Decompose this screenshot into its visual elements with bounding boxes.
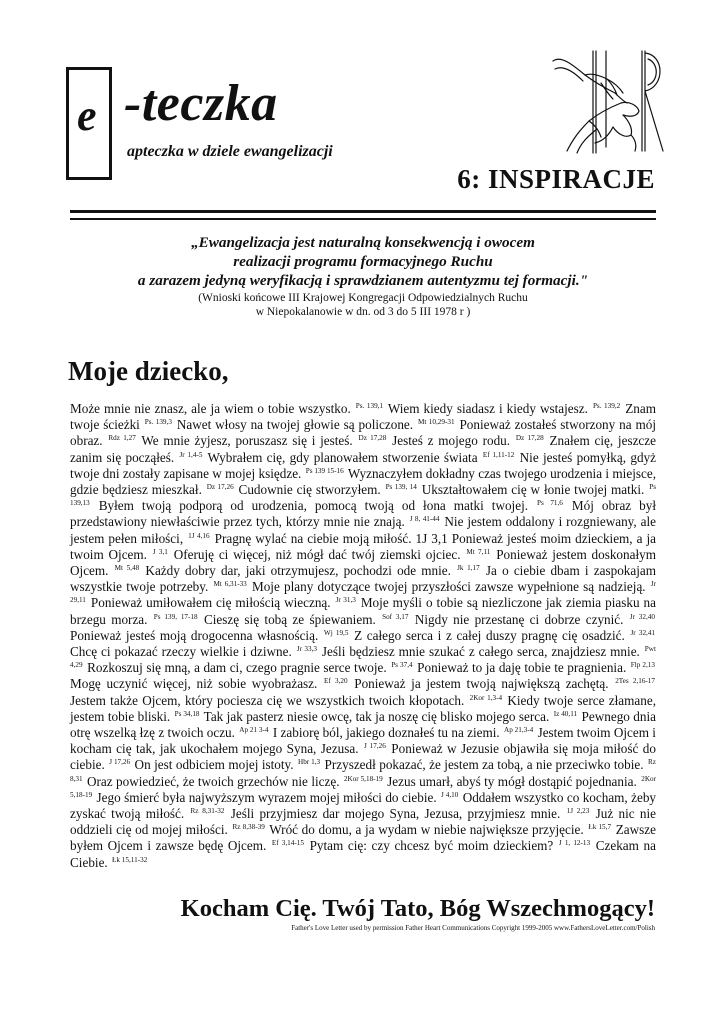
letter-text: Jezus umarł, abyś ty mógł dostąpić pojednania. xyxy=(383,773,641,789)
letter-text: Byłem twoją podporą od urodzenia, pomocą twoją od łona matki twojej. xyxy=(90,498,537,514)
letter-heading: Moje dziecko, xyxy=(68,356,229,386)
scripture-reference: Ps 139,13 xyxy=(70,483,657,508)
scripture-reference: Mt 7,11 xyxy=(466,547,491,556)
scripture-reference: Dz 17,26 xyxy=(206,483,234,492)
scripture-reference: Ap 21 3-4 xyxy=(239,726,269,735)
scripture-reference: Hbr 1,3 xyxy=(298,758,321,767)
scripture-reference: Ef 3,20 xyxy=(324,677,348,686)
scripture-reference: Jr 33,3 xyxy=(296,645,317,654)
letter-text: Ponieważ jesteś moją drogocenna własnością. xyxy=(70,627,323,643)
letter-text: Mój obraz był przedstawiony niewłaściwie przez tych, którzy mnie nie znają. xyxy=(70,498,656,530)
scripture-reference: J 8, 41-44 xyxy=(409,515,440,524)
scripture-reference: 2Kor 5,18-19 xyxy=(70,774,656,799)
scripture-reference: Jr 31,3 xyxy=(335,596,356,605)
letter-text: Przyszedł pokazać, że jestem za tobą, a nie przeciwko tobie. xyxy=(321,757,647,773)
letter-text: Ponieważ umiłowałem cię miłością wieczną. xyxy=(86,595,335,611)
scripture-reference: Ps 34,18 xyxy=(174,709,200,718)
letter-text: Rozkoszuj się mną, a dam ci, czego pragnie serce twoje. xyxy=(83,660,391,676)
scripture-reference: Jr 32,41 xyxy=(630,628,656,637)
letter-text: On jest odbiciem mojej istoty. xyxy=(131,757,297,773)
letter-text: Tak jak pasterz niesie owcę, tak ja noszę cię blisko mojego serca. xyxy=(200,708,553,724)
letter-text: Pytam cię: czy chcesz być moim dzieckiem? xyxy=(304,838,558,854)
epigraph-line: a zarazem jedyną weryfikacją i sprawdzianem autentyzmu tej formacji." xyxy=(137,272,589,289)
scripture-reference: J 1, 12-13 xyxy=(558,839,591,848)
scripture-reference: J 3,1 xyxy=(152,547,168,556)
letter-text: Jego śmierć była najwyższym wyrazem mojej miłości do ciebie. xyxy=(93,789,441,805)
scripture-reference: Sof 3,17 xyxy=(382,612,409,621)
letter-text: Wiem kiedy siadasz i kiedy wstajesz. xyxy=(384,401,592,416)
letter-text: Nawet włosy na twojej głowie są policzone. xyxy=(172,417,417,433)
scripture-reference: Mt 10,29-31 xyxy=(417,418,455,427)
scripture-reference: J 17,26 xyxy=(363,742,386,751)
epigraph-text xyxy=(70,233,656,290)
letter-text: Pragnę wylać na ciebie moją miłość. 1J 3,1 Ponieważ jesteś moim dzieckiem, a ja twoim Ojcem. xyxy=(70,530,656,562)
letter-text: Kiedy twoje serce złamane, jestem tobie bliski. xyxy=(70,692,657,724)
letter-text: Oddałem wszystko co kocham, żeby zyskać twoją miłość. xyxy=(70,789,657,822)
letter-text: Pewnego dnia otrę wszelką łzę z twoich oczu. xyxy=(70,708,656,741)
letter-text: Wróć do domu, a ja wydam w niebie największe przyjęcie. xyxy=(265,822,588,838)
letter-text: Jeśli będziesz mnie szukać z całego serca, znajdziesz mnie. xyxy=(317,644,644,660)
letter-text: Jesteś z mojego rodu. xyxy=(387,433,515,449)
scripture-reference: Ps 139, 14 xyxy=(385,483,417,492)
scripture-reference: Jr 1,4-5 xyxy=(179,450,203,459)
scripture-reference: J 17,26 xyxy=(109,758,131,767)
letter-text: Ponieważ ja jestem twoją największą zachętą. xyxy=(348,676,615,692)
scripture-reference: 2Kor 1,3-4 xyxy=(469,693,503,702)
letter-text: Jestem twoim Ojcem i kocham cię tak, jak ukochałem mojego Syna, Jezusa. xyxy=(70,725,656,757)
letter-text: Z całego serca i z całej duszy pragnę cię osadzić. xyxy=(349,627,630,643)
scripture-reference: Ap 21,3-4 xyxy=(504,726,534,735)
scripture-reference: Ps 139 15-16 xyxy=(305,466,344,475)
scripture-reference: Ps 71,6 xyxy=(537,499,563,508)
letter-body xyxy=(70,401,656,871)
epigraph-line: realizacji programu formacyjnego Ruchu xyxy=(233,253,493,270)
letter-closing: Kocham Cię. Twój Tato, Bóg Wszechmogący! xyxy=(180,895,655,922)
letter-text: Może mnie nie znasz, ale ja wiem o tobie wszystko. xyxy=(70,401,355,416)
letter-text: We mnie żyjesz, poruszasz się i jesteś. xyxy=(136,433,358,449)
letter-text: Chcę ci pokazać rzeczy wielkie i dziwne. xyxy=(70,644,296,660)
letter-text: Ponieważ zostałeś stworzony na mój obraz. xyxy=(70,417,657,449)
scripture-reference: 2Tes 2,16-17 xyxy=(615,677,655,686)
scripture-reference: Ps. 139,1 xyxy=(355,402,384,410)
letter-text: Cudownie cię stworzyłem. xyxy=(234,482,385,498)
copyright-notice: Father's Love Letter used by permission Father Heart Communications Copyright 1999-2005 www.FathersLoveLetter.com/Polish xyxy=(291,924,655,932)
scripture-reference: Ps. 139,2 xyxy=(592,402,621,410)
letter-text: Nigdy nie przestanę ci dobrze czynić. xyxy=(409,611,629,627)
logo-subtitle: apteczka w dziele ewangelizacji xyxy=(127,143,333,160)
scripture-reference: Iz 40,11 xyxy=(553,709,578,718)
epigraph-source-line: w Niepokalanowie w dn. od 3 do 5 III 1978 r ) xyxy=(255,306,471,318)
letter-text: Moje plany dotyczące twojej przyszłości zawsze wypełnione są nadzieją. xyxy=(247,579,650,595)
scripture-reference: Jr 29,11 xyxy=(70,580,656,605)
letter-text: Nie jesteś pomyłką, gdyż twoje dni zostały zapisane w mojej księdze. xyxy=(70,449,656,481)
scripture-reference: J 4,10 xyxy=(441,790,459,799)
scripture-reference: Jk 1,17 xyxy=(457,564,480,573)
letter-text: Oferuję ci więcej, niż mógł dać twój ziemski ojciec. xyxy=(168,546,466,562)
letter-text: Już nic nie oddzieli cię od mojej miłości. xyxy=(70,806,657,838)
letter-text: Znałem cię, jeszcze zanim się począłeś. xyxy=(70,433,656,465)
scripture-reference: Ps 37,4 xyxy=(391,661,413,670)
letter-text: Znam twoje ścieżki xyxy=(70,401,656,433)
section-title: 6: INSPIRACJE xyxy=(457,164,655,194)
letter-text: Mogę uczynić więcej, niż sobie wyobrażasz. xyxy=(70,676,324,692)
epigraph-source xyxy=(70,291,656,319)
scripture-reference: Jr 32,40 xyxy=(629,612,655,621)
letter-text: I zabiorę ból, jakiego doznałeś tu na ziemi. xyxy=(269,725,504,741)
scripture-reference: Dz 17,28 xyxy=(358,434,387,443)
scripture-reference: Rz 8,38-39 xyxy=(232,823,265,832)
letter-text: Oraz powiedzieć, że twoich grzechów nie liczę. xyxy=(83,773,343,789)
letter-text: Zawsze byłem Ojcem i zawsze będę Ojcem. xyxy=(70,822,656,854)
letter-text: Moje myśli o tobie są niezliczone jak ziemia piasku na brzegu morza. xyxy=(70,595,656,627)
scripture-reference: Łk 15,7 xyxy=(588,823,612,832)
logo-letter: e xyxy=(77,91,97,140)
letter-text: Ja o ciebie dbam i zaspokajam wszystkie twoje potrzeby. xyxy=(70,563,657,595)
scripture-reference: Ps. 139,3 xyxy=(144,418,172,427)
header-divider-thin xyxy=(70,218,656,220)
letter-text: Jestem także Ojcem, który pociesza cię we wszystkich twoich kłopotach. xyxy=(70,692,469,708)
epigraph-source-line: (Wnioski końcowe III Krajowej Kongregacji Odpowiedzialnych Ruchu xyxy=(198,292,528,304)
letter-text: Cieszę się tobą ze śpiewaniem. xyxy=(198,611,382,627)
scripture-reference: Dz 17,28 xyxy=(515,434,544,443)
scripture-reference: Rz 8,31-32 xyxy=(190,807,225,816)
epigraph-line: „Ewangelizacja jest naturalną konsekwencją i owocem xyxy=(191,234,535,251)
scripture-reference: 1J 4,16 xyxy=(188,531,210,540)
scripture-reference: Rz 8,31 xyxy=(70,758,656,783)
scripture-reference: 1J 2,23 xyxy=(566,807,590,816)
logo-title: -teczka xyxy=(124,75,278,132)
letter-text: Każdy dobry dar, jaki otrzymujesz, pochodzi ode mnie. xyxy=(140,563,457,579)
letter-text: Nie jestem oddalony i rozgniewany, ale jestem pełen miłości, xyxy=(70,514,656,546)
scripture-reference: Wj 19,5 xyxy=(323,628,349,637)
scripture-reference: Ef 3,14-15 xyxy=(271,839,304,848)
letter-text: Wybrałem cię, gdy planowałem stworzenie świata xyxy=(203,449,482,465)
scripture-reference: Flp 2,13 xyxy=(630,661,655,670)
scripture-reference: Rdz 1,27 xyxy=(108,434,136,443)
epigraph xyxy=(70,233,656,319)
letter-text: Ukształtowałem cię w łonie twojej matki. xyxy=(417,482,649,498)
scripture-reference: Pwt 4,29 xyxy=(70,645,656,670)
letter-text: Ponieważ to ja daję tobie te pragnienia. xyxy=(413,660,630,676)
header-divider-thick xyxy=(70,210,656,213)
scripture-reference: 2Kor 5,18-19 xyxy=(343,774,383,783)
scripture-reference: Mt 6,31-33 xyxy=(213,580,247,589)
scripture-reference: Łk 15,11-32 xyxy=(112,855,148,864)
scripture-reference: Ef 1,11-12 xyxy=(482,450,515,459)
letter-text: Wyznaczyłem dokładny czas twojego urodzenia i miejsce, gdzie będziesz mieszkał. xyxy=(70,465,656,498)
logo-box xyxy=(66,67,112,180)
reaching-hands-icon xyxy=(549,47,665,155)
letter-text: Czekam na Ciebie. xyxy=(70,838,656,870)
letter-text: Ponieważ w Jezusie objawiła się moja miłość do ciebie. xyxy=(70,741,656,773)
letter-text: Jeśli przyjmiesz dar mojego Syna, Jezusa, przyjmiesz mnie. xyxy=(225,806,566,822)
scripture-reference: Ps 139, 17-18 xyxy=(153,612,198,621)
letter-text: Ponieważ jestem doskonałym Ojcem. xyxy=(70,546,656,579)
scripture-reference: Mt 5,48 xyxy=(114,564,140,573)
